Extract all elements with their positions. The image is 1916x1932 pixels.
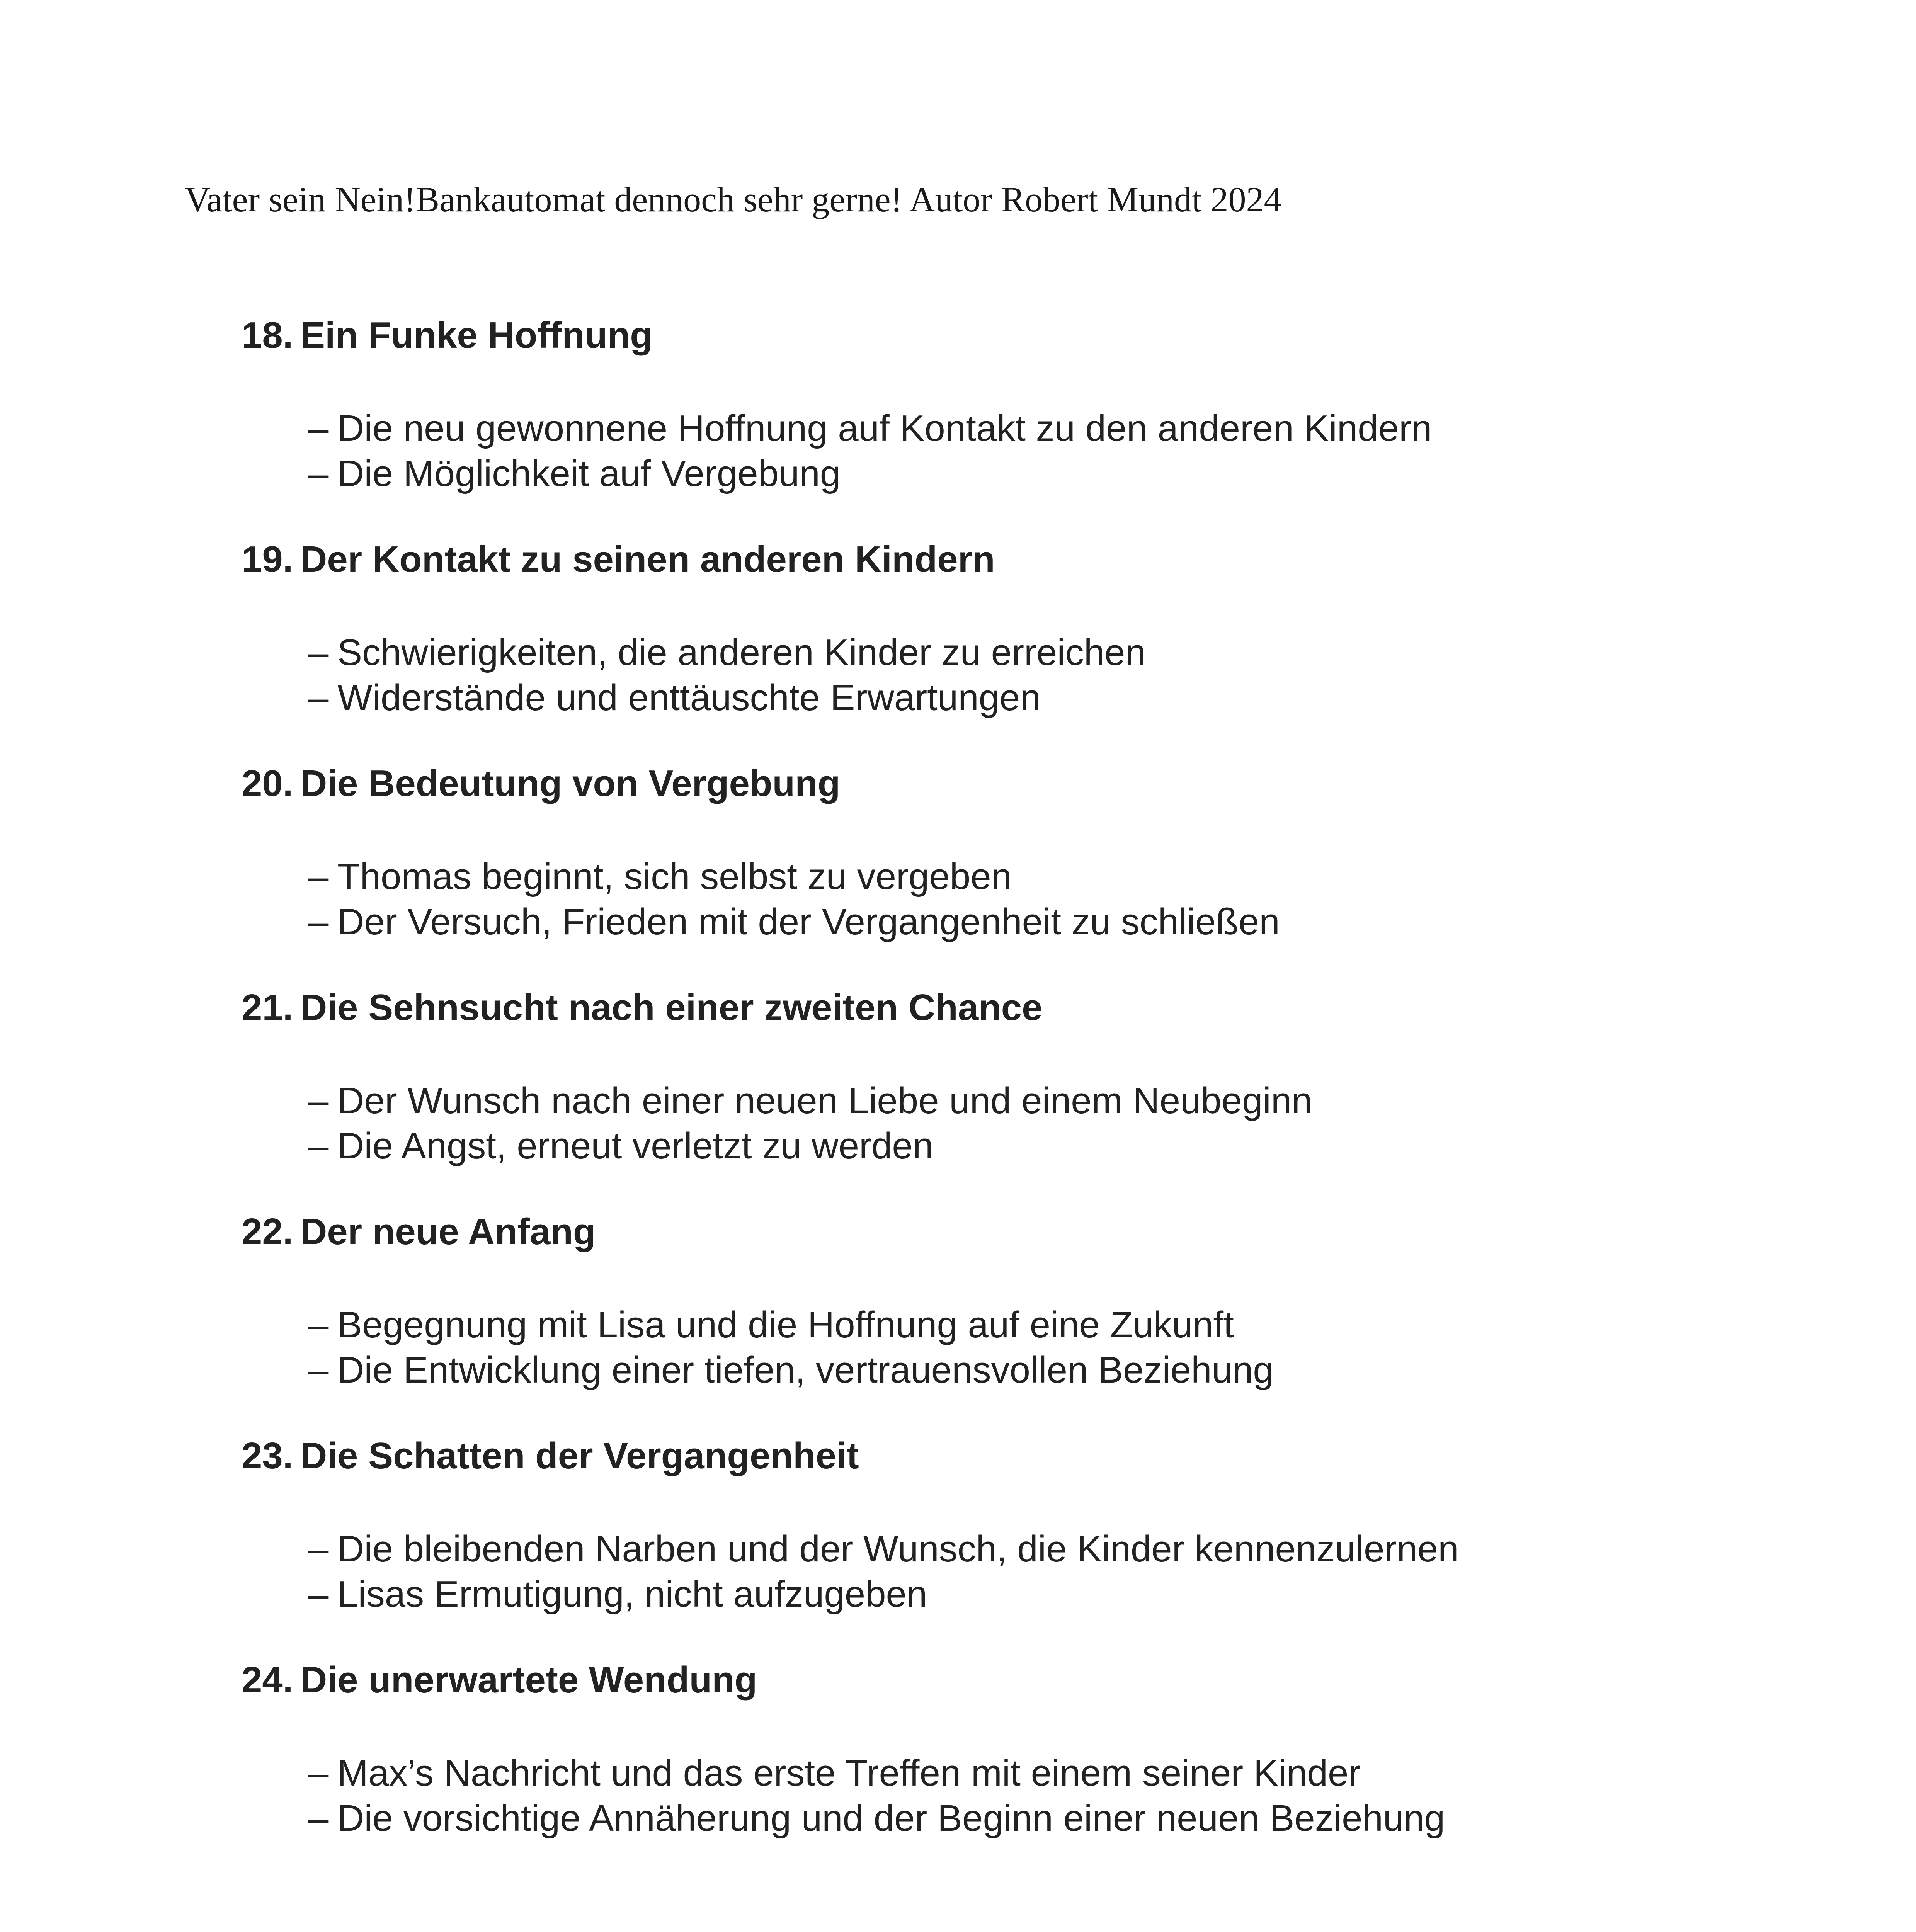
dash-bullet: – [308,856,329,897]
chapter-entry [242,1213,1787,1437]
list-item-text: Die Entwicklung einer tiefen, vertrauensvollen Beziehung [337,1349,1274,1391]
list-item [308,1078,1312,1123]
list-item-text: Die Angst, erneut verletzt zu werden [337,1125,934,1167]
chapter-item-list [308,1302,1274,1393]
list-item [308,1123,1312,1168]
dash-bullet: – [308,1080,329,1121]
dash-bullet: – [308,1349,329,1391]
chapter-title: Der Kontakt zu seinen anderen Kindern [300,539,995,580]
chapter-entry [242,765,1787,989]
list-item-text: Die vorsichtige Annäherung und der Beginn einer neuen Beziehung [337,1798,1445,1839]
list-item-text: Die neu gewonnene Hoffnung auf Kontakt zu den anderen Kindern [337,408,1432,449]
list-item [308,854,1280,899]
list-item [308,1796,1445,1841]
list-item [308,1347,1274,1393]
chapter-item-list [308,1750,1445,1841]
chapter-title: Die Bedeutung von Vergebung [300,763,841,804]
chapter-item-list [308,1078,1312,1168]
chapter-entry [242,317,1787,541]
chapter-number: 21. [242,987,293,1028]
chapter-entry [242,541,1787,765]
list-item-text: Die bleibenden Narben und der Wunsch, die Kinder kennenzulernen [337,1528,1459,1570]
chapter-item-list [308,406,1432,496]
chapter-number: 24. [242,1659,293,1701]
chapter-heading [242,541,995,578]
list-item [308,899,1280,944]
chapter-heading [242,1437,859,1475]
chapter-title: Die unerwartete Wendung [300,1659,757,1701]
dash-bullet: – [308,632,329,673]
dash-bullet: – [308,901,329,942]
chapter-heading [242,1213,596,1250]
list-item [308,630,1146,675]
chapter-entry [242,1659,1787,1886]
dash-bullet: – [308,1125,329,1167]
running-header: Vater sein Nein!Bankautomat dennoch sehr gerne! Autor Robert Mundt 2024 [185,180,1282,219]
chapter-item-list [308,854,1280,944]
chapter-number: 19. [242,539,293,580]
dash-bullet: – [308,1573,329,1615]
chapter-heading [242,765,840,802]
chapter-item-list [308,630,1146,720]
chapter-number: 20. [242,763,293,804]
chapter-number: 22. [242,1211,293,1252]
chapter-heading [242,989,1043,1026]
list-item-text: Die Möglichkeit auf Vergebung [337,453,841,494]
list-item [308,451,1432,496]
dash-bullet: – [308,453,329,494]
list-item [308,1750,1445,1796]
list-item-text: Begegnung mit Lisa und die Hoffnung auf eine Zukunft [337,1304,1234,1345]
chapter-heading [242,1659,757,1701]
list-item-text: Schwierigkeiten, die anderen Kinder zu erreichen [337,632,1146,673]
list-item [308,675,1146,720]
chapter-title: Ein Funke Hoffnung [300,315,653,356]
chapter-item-list [308,1526,1459,1617]
dash-bullet: – [308,677,329,718]
list-item [308,1571,1459,1617]
chapter-title: Die Sehnsucht nach einer zweiten Chance [300,987,1043,1028]
chapter-entry [242,1437,1787,1662]
dash-bullet: – [308,1798,329,1839]
chapter-heading [242,317,653,354]
list-item [308,1526,1459,1571]
dash-bullet: – [308,1304,329,1345]
list-item-text: Der Wunsch nach einer neuen Liebe und einem Neubeginn [337,1080,1312,1121]
table-of-contents [242,317,1787,1886]
list-item-text: Lisas Ermutigung, nicht aufzugeben [337,1573,927,1615]
dash-bullet: – [308,1528,329,1570]
chapter-entry [242,989,1787,1213]
chapter-title: Der neue Anfang [300,1211,596,1252]
list-item [308,1302,1274,1347]
chapter-number: 23. [242,1435,293,1476]
dash-bullet: – [308,1752,329,1794]
list-item [308,406,1432,451]
list-item-text: Max’s Nachricht und das erste Treffen mit einem seiner Kinder [337,1752,1361,1794]
list-item-text: Der Versuch, Frieden mit der Vergangenheit zu schließen [337,901,1280,942]
chapter-title: Die Schatten der Vergangenheit [300,1435,859,1476]
list-item-text: Widerstände und enttäuschte Erwartungen [337,677,1041,718]
chapter-number: 18. [242,315,293,356]
dash-bullet: – [308,408,329,449]
list-item-text: Thomas beginnt, sich selbst zu vergeben [337,856,1012,897]
